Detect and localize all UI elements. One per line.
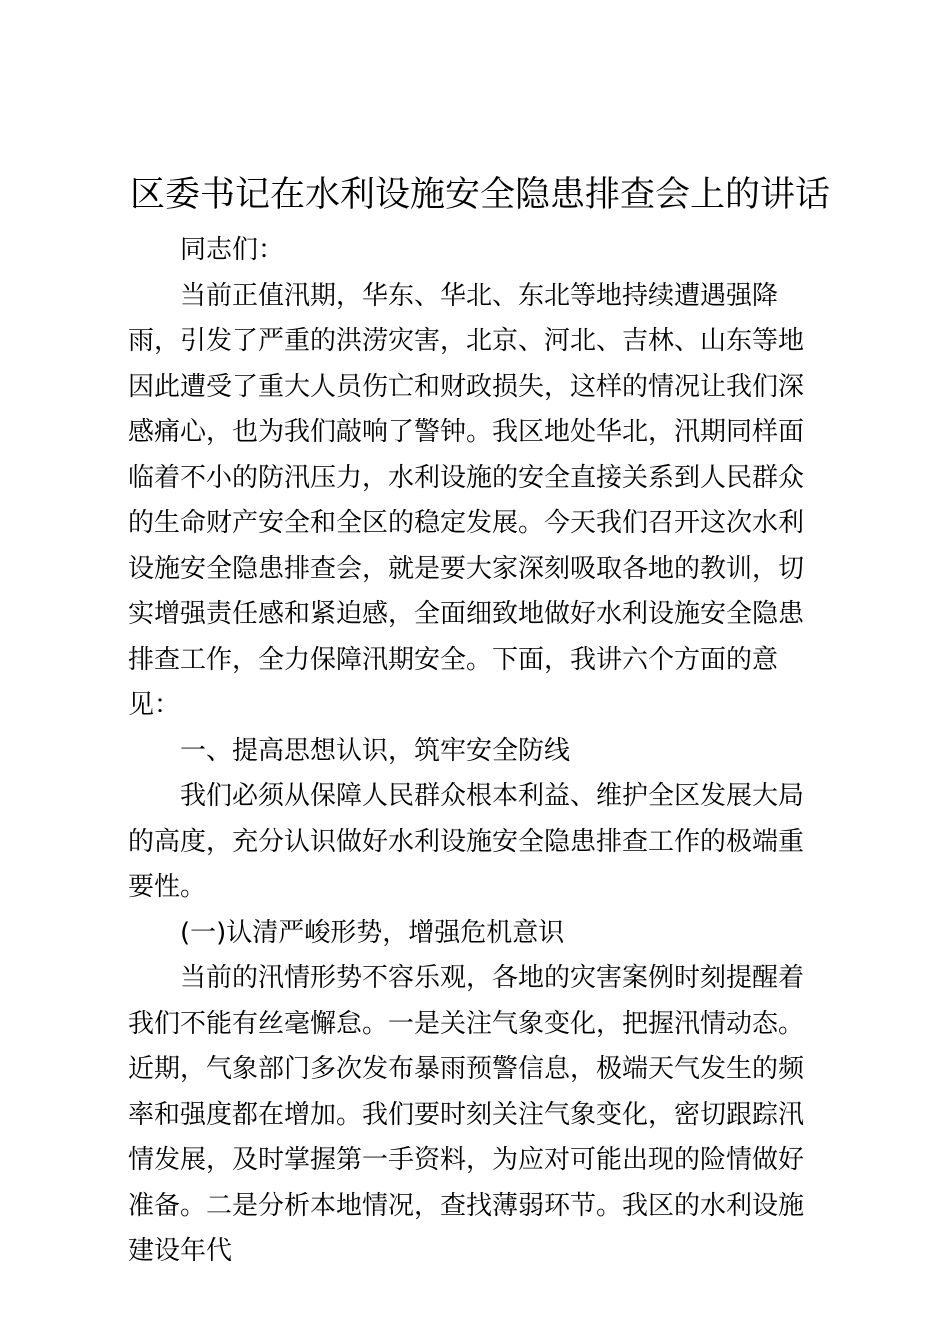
subsection-heading-1: (一)认清严峻形势，增强危机意识 xyxy=(180,917,565,948)
section-1-paragraph: 我们必须从保障人民群众根本利益、维护全区发展大局的高度，充分认识做好水利设施安全隐患排查工作的极端重要性。 xyxy=(128,781,805,902)
document-title: 区委书记在水利设施安全隐患排查会上的讲话 xyxy=(129,175,830,215)
subsection-1-paragraph: 当前的汛情形势不容乐观，各地的灾害案例时刻提醒着我们不能有丝毫懈怠。一是关注气象变化，把握汛情动态。近期，气象部门多次发布暴雨预警信息，极端天气发生的频率和强度都在增加。我们要时刻关注气象变化，密切跟踪汛情发展，及时掌握第一手资料，为应对可能出现的险情做好准备。二是分析本地情况，查找薄弱环节。我区的水利设施建设年代 xyxy=(128,963,805,1266)
salutation-paragraph: 同志们： xyxy=(180,235,285,265)
intro-paragraph: 当前正值汛期，华东、华北、东北等地持续遭遇强降雨，引发了严重的洪涝灾害，北京、河北、吉林、山东等地因此遭受了重大人员伤亡和财政损失，这样的情况让我们深感痛心，也为我们敲响了警钟。我区地处华北，汛期同样面临着不小的防汛压力，水利设施的安全直接关系到人民群众的生命财产安全和全区的稳定发展。今天我们召开这次水利设施安全隐患排查会，就是要大家深刻吸取各地的教训，切实增强责任感和紧迫感，全面细致地做好水利设施安全隐患排查工作，全力保障汛期安全。下面，我讲六个方面的意见： xyxy=(128,280,805,720)
document-body xyxy=(128,198,828,1275)
section-heading-1: 一、提高思想认识，筑牢安全防线 xyxy=(180,735,571,766)
